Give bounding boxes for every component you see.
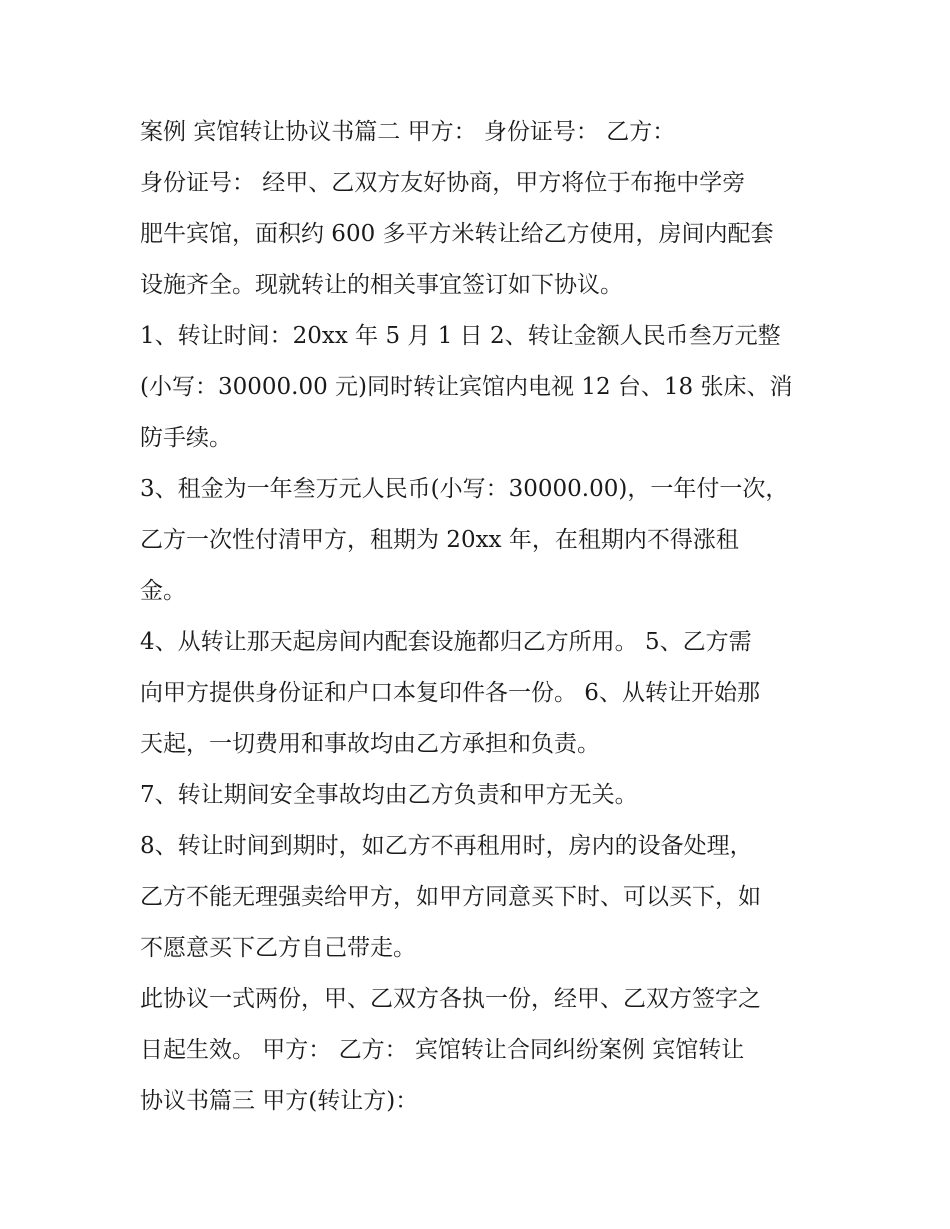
- text-line: 案例 宾馆转让协议书篇二 甲方： 身份证号： 乙方：: [140, 119, 676, 145]
- text-line: 此协议一式两份，甲、乙双方各执一份，经甲、乙双方签字之: [140, 986, 761, 1012]
- text-line: 防手续。: [140, 425, 232, 451]
- text-line: 日起生效。 甲方： 乙方： 宾馆转让合同纠纷案例 宾馆转让: [140, 1037, 745, 1063]
- text-line: 设施齐全。现就转让的相关事宜签订如下协议。: [140, 272, 623, 298]
- text-line: 8、转让时间到期时，如乙方不再租用时，房内的设备处理，: [140, 833, 753, 859]
- document-body: [140, 107, 820, 1127]
- text-line: 4、从转让那天起房间内配套设施都归乙方所用。 5、乙方需: [140, 629, 752, 655]
- text-line: 乙方不能无理强卖给甲方，如甲方同意买下时、可以买下，如: [140, 884, 761, 910]
- text-line: (小写：30000.00 元)同时转让宾馆内电视 12 台、18 张床、消: [140, 374, 793, 400]
- text-line: 7、转让期间安全事故均由乙方负责和甲方无关。: [140, 782, 638, 808]
- text-line: 天起，一切费用和事故均由乙方承担和负责。: [140, 731, 600, 757]
- text-line: 协议书篇三 甲方(转让方)：: [140, 1088, 419, 1114]
- text-line: 身份证号： 经甲、乙双方友好协商，甲方将位于布拖中学旁: [140, 170, 746, 196]
- text-line: 乙方一次性付清甲方，租期为 20xx 年，在租期内不得涨租: [140, 527, 739, 553]
- text-line: 不愿意买下乙方自己带走。: [140, 935, 416, 961]
- text-line: 肥牛宾馆，面积约 600 多平方米转让给乙方使用，房间内配套: [140, 221, 774, 247]
- text-line: 1、转让时间：20xx 年 5 月 1 日 2、转让金额人民币叁万元整: [140, 323, 781, 349]
- text-line: 金。: [140, 578, 186, 604]
- text-line: 3、租金为一年叁万元人民币(小写：30000.00)，一年付一次，: [140, 476, 789, 502]
- text-line: 向甲方提供身份证和户口本复印件各一份。 6、从转让开始那: [140, 680, 760, 706]
